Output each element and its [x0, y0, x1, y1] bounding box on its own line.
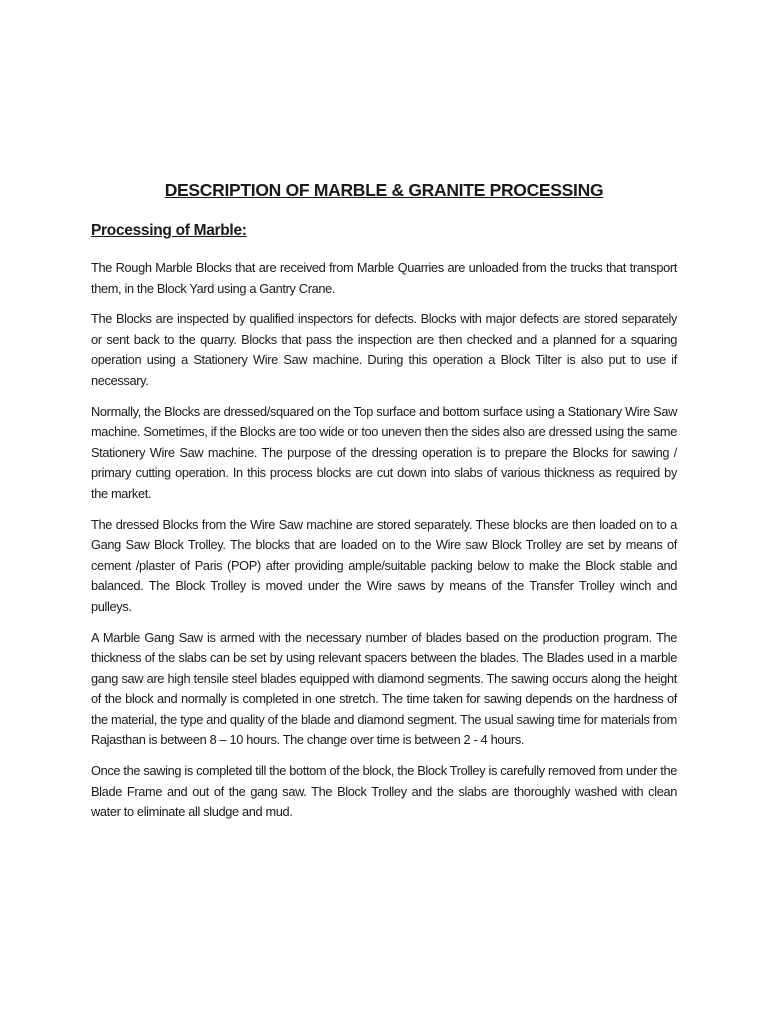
paragraph-1: The Rough Marble Blocks that are received from Marble Quarries are unloaded from the trucks that transport them, in the Block Yard using a Gantry Crane.	[91, 260, 677, 296]
paragraph-5: A Marble Gang Saw is armed with the necessary number of blades based on the production program. The thickness of the slabs can be set by using relevant spacers between the blades. The Blades used in a marble gang saw are high tensile steel blades equipped with diamond segments. The sawing occurs along the height of the block and normally is completed in one stretch. The time taken for sawing depends on the hardness of the material, the type and quality of the blade and diamond segment. The usual sawing time for materials from Rajasthan is between 8 – 10 hours. The change over time is between 2 - 4 hours.	[91, 629, 677, 748]
document-title: DESCRIPTION OF MARBLE & GRANITE PROCESSING	[164, 180, 604, 200]
paragraph-3: Normally, the Blocks are dressed/squared on the Top surface and bottom surface using a Stationary Wire Saw machine. Sometimes, if the Blocks are too wide or too uneven then the sides also are dressed using the same Stationery Wire Saw machine. The purpose of the dressing operation is to prepare the Blocks for sawing / primary cutting operation. In this process blocks are cut down into slabs of various thickness as required by the market.	[91, 403, 677, 501]
paragraph-6: Once the sawing is completed till the bottom of the block, the Block Trolley is carefully removed from under the Blade Frame and out of the gang saw. The Block Trolley and the slabs are thoroughly washed with clean water to eliminate all sludge and mud.	[91, 763, 677, 820]
paragraph-2: The Blocks are inspected by qualified inspectors for defects. Blocks with major defects are stored separately or sent back to the quarry. Blocks that pass the inspection are then checked and a planned for a squaring operation using a Stationery Wire Saw machine. During this operation a Block Tilter is also put to use if necessary.	[91, 311, 677, 388]
document-body	[91, 258, 677, 833]
section-heading: Processing of Marble:	[91, 222, 247, 239]
paragraph-4: The dressed Blocks from the Wire Saw machine are stored separately. These blocks are then loaded on to a Gang Saw Block Trolley. The blocks that are loaded on to the Wire saw Block Trolley are set by means of cement /plaster of Paris (POP) after providing ample/suitable packing below to make the Block stable and balanced. The Block Trolley is moved under the Wire saws by means of the Transfer Trolley winch and pulleys.	[91, 516, 677, 614]
